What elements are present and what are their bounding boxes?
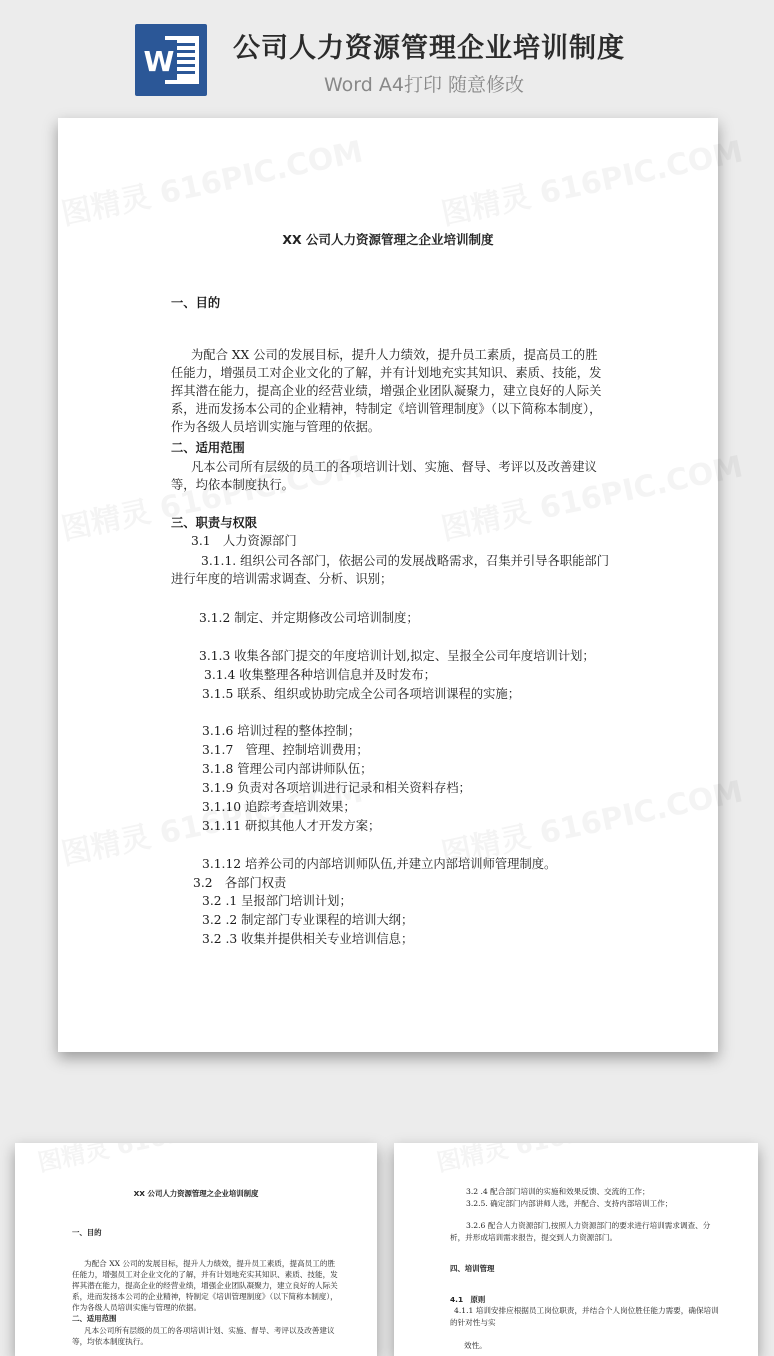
thumb-paragraph-line: 任能力，增强员工对企业文化的了解，并有计划地充实其知识、素质、技能，发 <box>72 1270 338 1279</box>
header-banner <box>0 0 774 118</box>
paragraph-line: 作为各级人员培训实施与管理的依据。 <box>171 420 381 434</box>
subsection-heading: 3.2 各部门权责 <box>193 876 287 890</box>
thumb-paragraph-line: 等，均依本制度执行。 <box>72 1337 148 1346</box>
watermark <box>433 1143 681 1178</box>
list-item: 3.1.8 管理公司内部讲师队伍； <box>202 762 373 776</box>
thumb-section-heading: 一、目的 <box>72 1228 102 1237</box>
thumb-subsection-heading: 4.1 原则 <box>450 1295 486 1304</box>
section-heading: 二、适用范围 <box>171 441 245 455</box>
page-title: 公司人力资源管理企业培训制度 <box>233 33 625 64</box>
list-item: 3.2 .1 呈报部门培训计划； <box>202 894 352 908</box>
thumb-list-item: 3.2.5. 确定部门内部讲师人选，并配合、支持内部培训工作； <box>466 1199 673 1208</box>
thumb-paragraph-line: 效性。 <box>464 1341 487 1350</box>
list-item: 3.1.6 培训过程的整体控制； <box>202 724 361 738</box>
list-item: 3.1.3 收集各部门提交的年度培训计划,拟定、呈报全公司年度培训计划； <box>199 649 595 663</box>
thumb-section-heading: 二、适用范围 <box>72 1314 117 1323</box>
list-item: 3.1.4 收集整理各种培训信息并及时发布； <box>204 668 436 682</box>
thumb-list-item: 3.2.6 配合人力资源部门,按照人力资源部门的要求进行培训需求调查、分 <box>466 1221 711 1230</box>
word-icon-letter: W <box>143 45 175 78</box>
list-item: 3.1.7 管理、控制培训费用； <box>202 743 369 757</box>
paragraph-line: 凡本公司所有层级的员工的各项培训计划、实施、督导、考评以及改善建议 <box>191 460 597 474</box>
watermark <box>437 127 746 234</box>
paragraph-line: 系，进而发扬本公司的企业精神，特制定《培训管理制度》（以下简称本制度）， <box>171 402 602 416</box>
paragraph-line: 等，均依本制度执行。 <box>171 478 294 492</box>
thumb-paragraph-line: 作为各级人员培训实施与管理的依据。 <box>72 1303 202 1312</box>
subsection-heading: 3.1 人力资源部门 <box>191 534 297 548</box>
list-item: 3.1.2 制定、并定期修改公司培训制度； <box>199 611 419 625</box>
list-item: 3.2 .3 收集并提供相关专业培训信息； <box>202 932 414 946</box>
page-subtitle: Word A4打印 随意修改 <box>324 74 525 96</box>
thumb-list-item: 析，并形成培训需求报告，提交到人力资源部门。 <box>450 1233 618 1242</box>
paragraph-line: 为配合 XX 公司的发展目标，提升人力绩效，提升员工素质，提高员工的胜 <box>191 348 598 362</box>
list-item: 3.1.9 负责对各项培训进行记录和相关资料存档； <box>202 781 471 795</box>
document-page-main <box>58 118 718 1052</box>
list-item: 3.1.12 培养公司的内部培训师队伍,并建立内部培训师管理制度。 <box>202 857 557 871</box>
paragraph-line: 进行年度的培训需求调查、分析、识别； <box>171 572 393 586</box>
thumb-paragraph-line: 挥其潜在能力，提高企业的经营业绩，增强企业团队凝聚力，建立良好的人际关 <box>72 1281 338 1290</box>
thumb-document-title: XX 公司人力资源管理之企业培训制度 <box>133 1189 259 1198</box>
thumb-paragraph-line: 凡本公司所有层级的员工的各项培训计划、实施、督导、考评以及改善建议 <box>84 1326 335 1335</box>
thumb-paragraph-line: 系，进而发扬本公司的企业精神，特制定《培训管理制度》（以下简称本制度）， <box>72 1292 338 1301</box>
document-thumbnail-page-2[interactable] <box>394 1143 758 1356</box>
word-document-icon <box>135 24 207 96</box>
thumb-paragraph-line: 为配合 XX 公司的发展目标，提升人力绩效，提升员工素质，提高员工的胜 <box>84 1259 336 1268</box>
section-heading: 一、目的 <box>171 296 221 310</box>
section-heading: 三、职责与权限 <box>171 516 258 530</box>
thumb-list-item: 3.2 .4 配合部门培训的实施和效果反馈、交流的工作； <box>466 1187 650 1196</box>
paragraph-line: 任能力，增强员工对企业文化的了解，并有计划地充实其知识、素质、技能，发 <box>171 366 602 380</box>
list-item: 3.2 .2 制定部门专业课程的培训大纲； <box>202 913 414 927</box>
paragraph-line: 挥其潜在能力，提高企业的经营业绩，增强企业团队凝聚力，建立良好的人际关 <box>171 384 602 398</box>
paragraph-line: 3.1.1. 组织公司各部门，依据公司的发展战略需求，召集并引导各职能部门 <box>201 554 610 568</box>
list-item: 3.1.11 研拟其他人才开发方案； <box>202 819 381 833</box>
watermark <box>57 127 366 234</box>
list-item: 3.1.5 联系、组织或协助完成全公司各项培训课程的实施； <box>202 687 521 701</box>
thumb-section-heading: 四、培训管理 <box>450 1264 495 1273</box>
document-thumbnail-page-1[interactable] <box>15 1143 377 1356</box>
list-item: 3.1.10 追踪考查培训效果； <box>202 800 356 814</box>
thumb-paragraph-line: 4.1.1 培训安排应根据员工岗位职责，并结合个人岗位胜任能力需要，确保培训 <box>454 1306 719 1315</box>
document-title: XX 公司人力资源管理之企业培训制度 <box>282 232 494 247</box>
watermark <box>34 1143 282 1178</box>
thumb-paragraph-line: 的针对性与实 <box>450 1318 496 1327</box>
